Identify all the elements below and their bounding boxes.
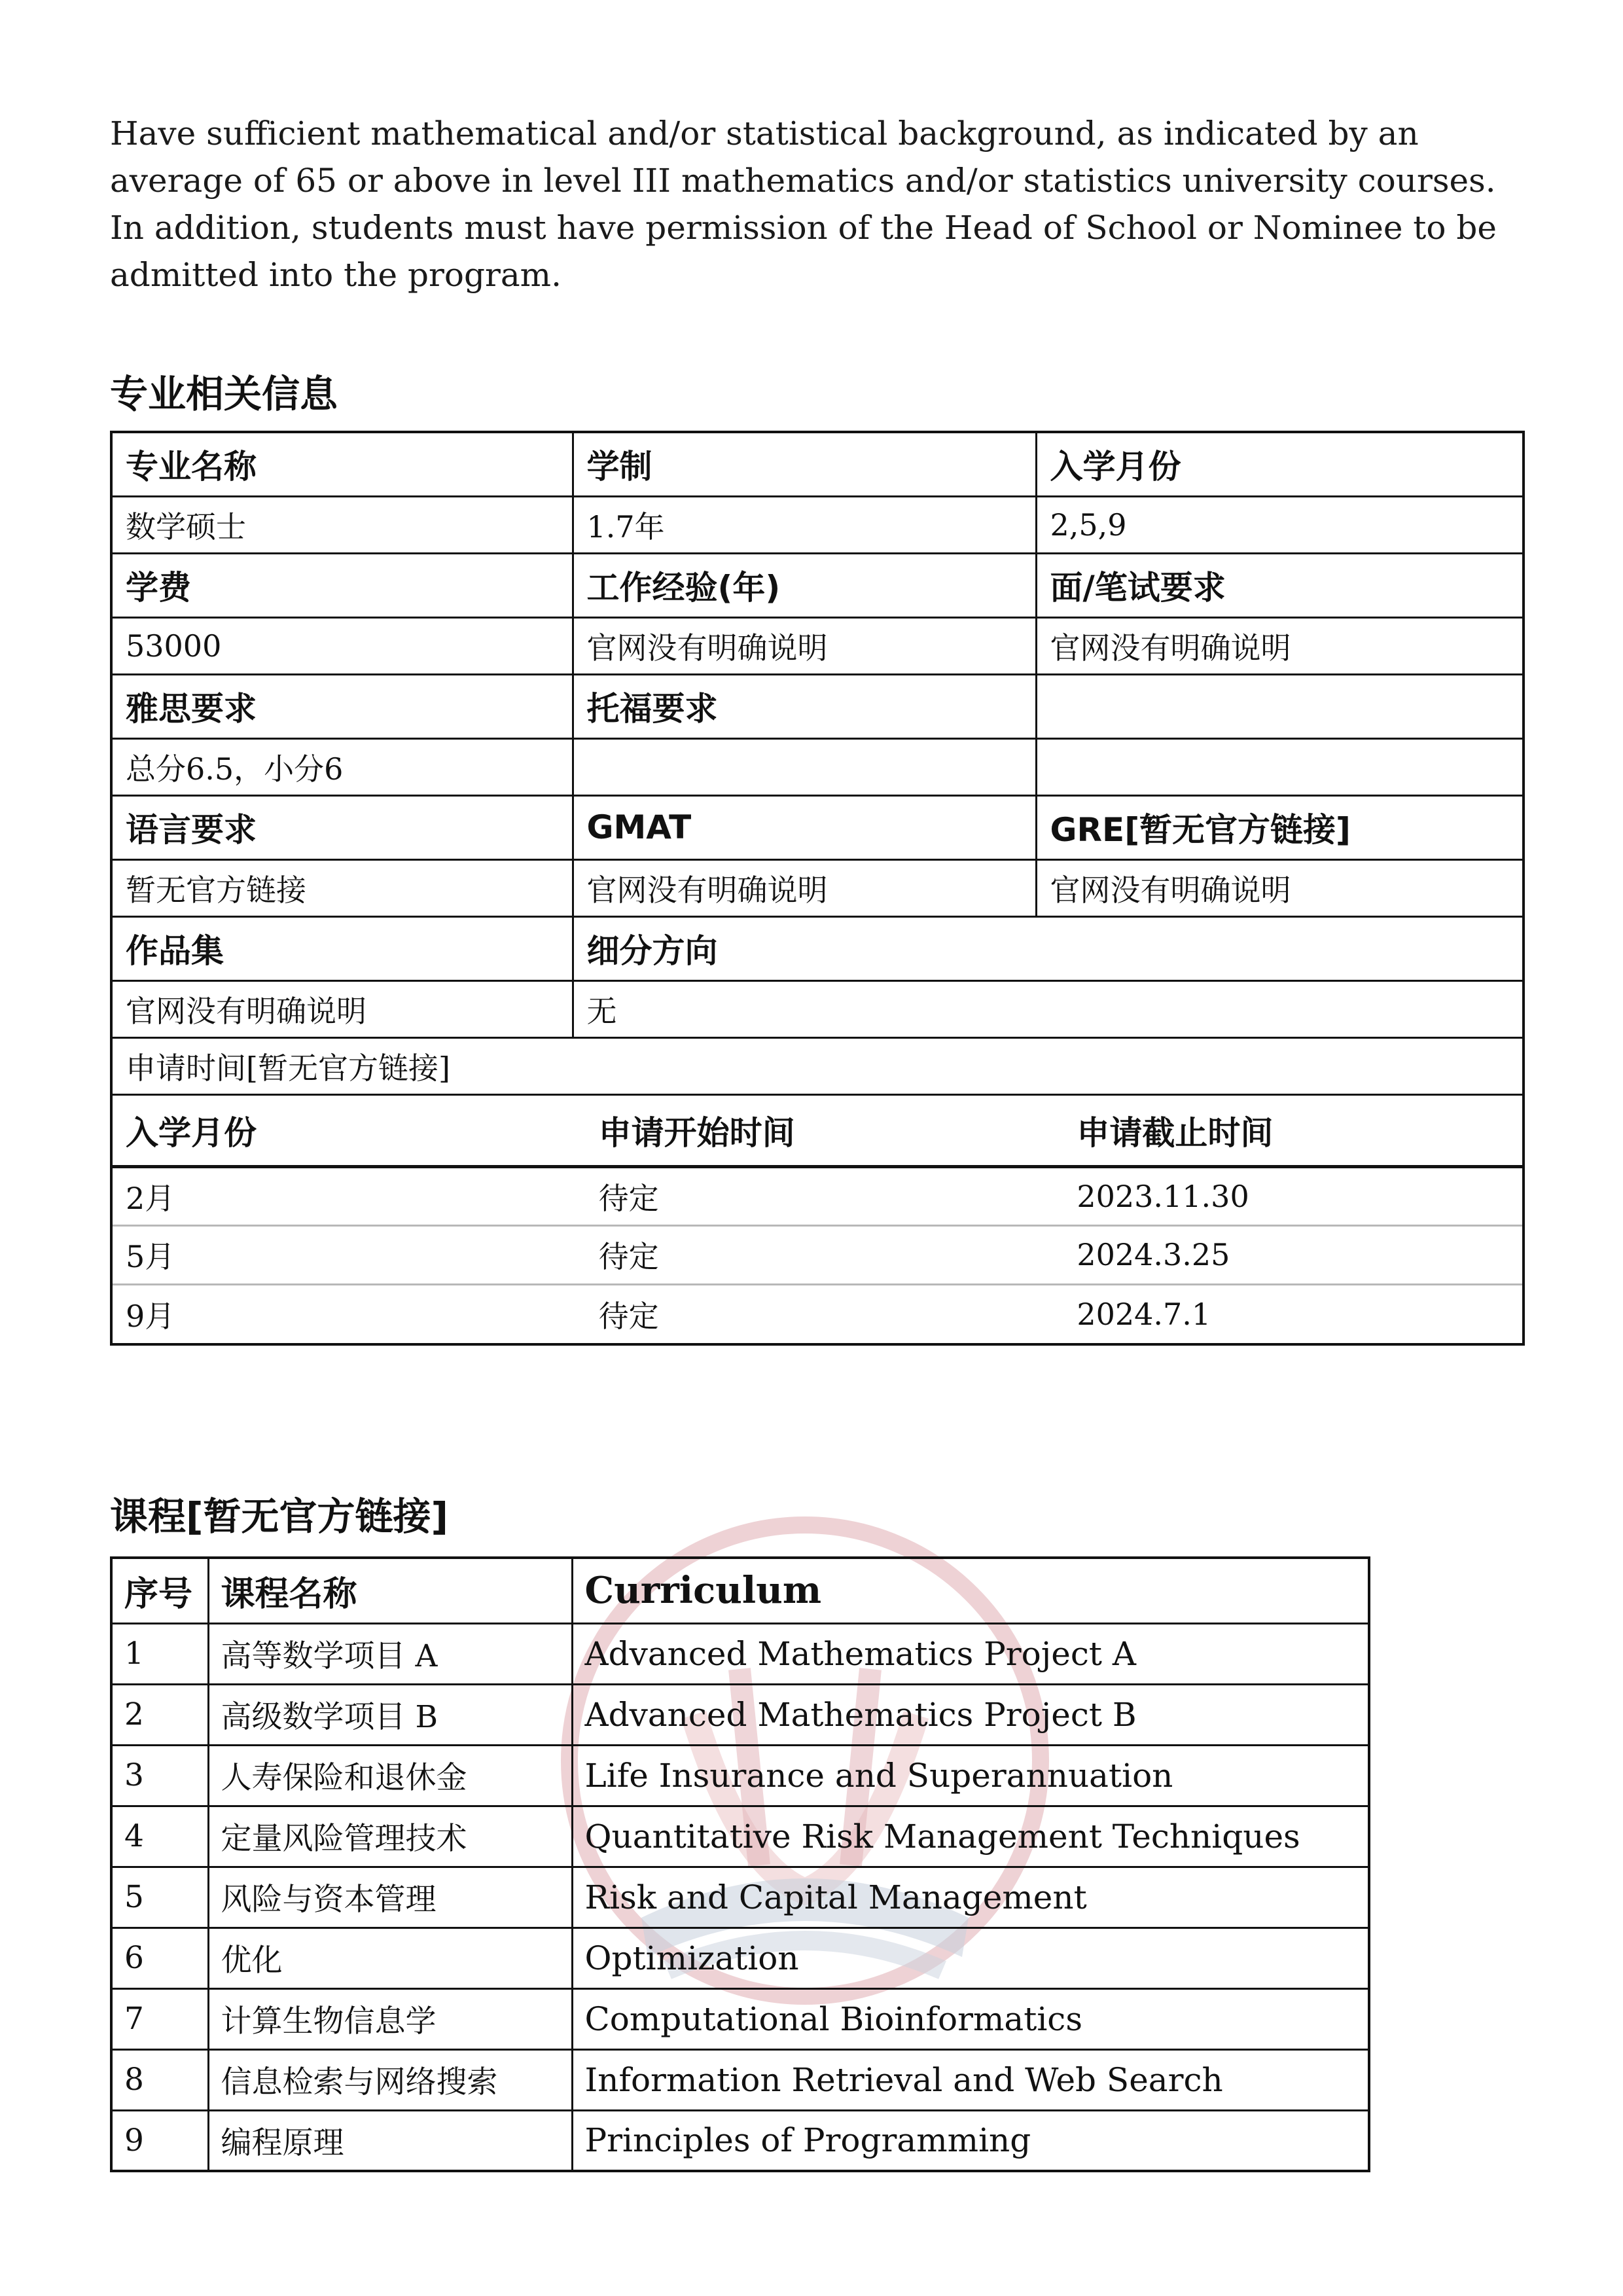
course-index: 2 (111, 1684, 208, 1745)
value-gmat: 官网没有明确说明 (573, 859, 1036, 916)
info-header-row (111, 795, 1524, 859)
dates-header-start: 申请开始时间 (586, 1096, 1064, 1167)
program-info-table (110, 431, 1525, 1346)
header-course-name: 课程名称 (208, 1558, 572, 1623)
value-intake-month: 2,5,9 (1036, 496, 1524, 553)
course-index: 8 (111, 2049, 208, 2110)
course-index: 5 (111, 1867, 208, 1928)
table-row (113, 1225, 1522, 1284)
dates-header-row (113, 1096, 1522, 1167)
value-work-experience: 官网没有明确说明 (573, 617, 1036, 674)
table-row (111, 2110, 1369, 2171)
value-ielts: 总分6.5，小分6 (111, 738, 573, 795)
admission-requirements-text (110, 110, 1517, 298)
header-toefl: 托福要求 (573, 674, 1036, 738)
start-date: 待定 (598, 1298, 659, 1334)
header-work-experience: 工作经验(年) (573, 553, 1036, 617)
curriculum-title: 课程[暂无官方链接] (110, 1494, 449, 1539)
value-interview-exam: 官网没有明确说明 (1036, 617, 1524, 674)
course-name-cn: 人寿保险和退休金 (208, 1745, 572, 1806)
course-name-en: Computational Bioinformatics (572, 1988, 1369, 2049)
course-index: 6 (111, 1928, 208, 1988)
apply-dates-row (111, 1094, 1524, 1344)
course-name-en: Information Retrieval and Web Search (572, 2049, 1369, 2110)
courses-header-row (111, 1558, 1369, 1623)
table-row (111, 1806, 1369, 1867)
start-date: 待定 (586, 1225, 1064, 1284)
course-name-cn: 优化 (208, 1928, 572, 1988)
start-date: 待定 (586, 1166, 1064, 1225)
table-row (111, 2049, 1369, 2110)
intake-month: 2月 (113, 1166, 586, 1225)
value-duration: 1.7年 (573, 496, 1036, 553)
value-tuition: 53000 (111, 617, 573, 674)
course-name-en: Advanced Mathematics Project A (572, 1623, 1369, 1684)
course-name-en: Advanced Mathematics Project B (572, 1684, 1369, 1745)
course-name-en: Principles of Programming (572, 2110, 1369, 2171)
info-value-row (111, 496, 1524, 553)
header-curriculum: Curriculum (572, 1558, 1369, 1623)
info-value-row (111, 980, 1524, 1037)
course-name-cn: 高等数学项目 A (208, 1623, 572, 1684)
course-name-en: Quantitative Risk Management Techniques (572, 1806, 1369, 1867)
course-index: 7 (111, 1988, 208, 2049)
value-toefl (573, 738, 1036, 795)
course-name-en: Risk and Capital Management (572, 1867, 1369, 1928)
intake-month: 9月 (126, 1298, 175, 1334)
table-row (113, 1166, 1522, 1225)
course-name-cn: 信息检索与网络搜索 (208, 2049, 572, 2110)
header-duration: 学制 (573, 432, 1036, 496)
table-row (113, 1284, 1522, 1343)
course-name-cn: 编程原理 (208, 2110, 572, 2171)
value-gre: 官网没有明确说明 (1036, 859, 1524, 916)
header-gre: GRE[暂无官方链接] (1036, 795, 1524, 859)
course-name-cn: 高级数学项目 B (208, 1684, 572, 1745)
dates-header-intake: 入学月份 (113, 1096, 586, 1167)
course-name-cn: 计算生物信息学 (208, 1988, 572, 2049)
course-name-en: Life Insurance and Superannuation (572, 1745, 1369, 1806)
info-header-row (111, 553, 1524, 617)
deadline: 2024.7.1 (1077, 1296, 1211, 1332)
value-empty (1036, 738, 1524, 795)
apply-time-label: 申请时间[暂无官方链接] (111, 1037, 1524, 1094)
course-index: 4 (111, 1806, 208, 1867)
apply-time-row (111, 1037, 1524, 1094)
course-name-cn: 定量风险管理技术 (208, 1806, 572, 1867)
course-index: 9 (111, 2110, 208, 2171)
header-portfolio: 作品集 (111, 916, 573, 980)
info-header-row (111, 674, 1524, 738)
course-name-en: Optimization (572, 1928, 1369, 1988)
dates-header-deadline: 申请截止时间 (1063, 1096, 1522, 1167)
header-index: 序号 (111, 1558, 208, 1623)
header-gmat: GMAT (573, 795, 1036, 859)
deadline: 2023.11.30 (1063, 1166, 1522, 1225)
header-specialization: 细分方向 (573, 916, 1524, 980)
value-portfolio: 官网没有明确说明 (111, 980, 573, 1037)
header-interview-exam: 面/笔试要求 (1036, 553, 1524, 617)
course-index: 3 (111, 1745, 208, 1806)
table-row (111, 1988, 1369, 2049)
header-tuition: 学费 (111, 553, 573, 617)
info-header-row (111, 432, 1524, 496)
header-empty (1036, 674, 1524, 738)
info-value-row (111, 617, 1524, 674)
program-info-title: 专业相关信息 (110, 372, 338, 416)
table-row (111, 1928, 1369, 1988)
curriculum-table (110, 1556, 1370, 2172)
info-value-row (111, 738, 1524, 795)
intro-line-2: In addition, students must have permission of the Head of School or Nominee to be admitted into the program. (110, 209, 1497, 294)
application-dates-table (113, 1096, 1522, 1344)
header-intake-month: 入学月份 (1036, 432, 1524, 496)
intake-month: 5月 (113, 1225, 586, 1284)
info-header-row (111, 916, 1524, 980)
table-row (111, 1745, 1369, 1806)
table-row (111, 1623, 1369, 1684)
table-row (111, 1684, 1369, 1745)
value-specialization: 无 (573, 980, 1524, 1037)
course-name-cn: 风险与资本管理 (208, 1867, 572, 1928)
header-language: 语言要求 (111, 795, 573, 859)
info-value-row (111, 859, 1524, 916)
value-language: 暂无官方链接 (111, 859, 573, 916)
course-index: 1 (111, 1623, 208, 1684)
intro-line-1: Have sufficient mathematical and/or statistical background, as indicated by an average of 65 or above in level III mathematics and/or statistics university courses. (110, 115, 1496, 200)
header-major-name: 专业名称 (111, 432, 573, 496)
value-major-name: 数学硕士 (111, 496, 573, 553)
table-row (111, 1867, 1369, 1928)
deadline: 2024.3.25 (1063, 1225, 1522, 1284)
header-ielts: 雅思要求 (111, 674, 573, 738)
